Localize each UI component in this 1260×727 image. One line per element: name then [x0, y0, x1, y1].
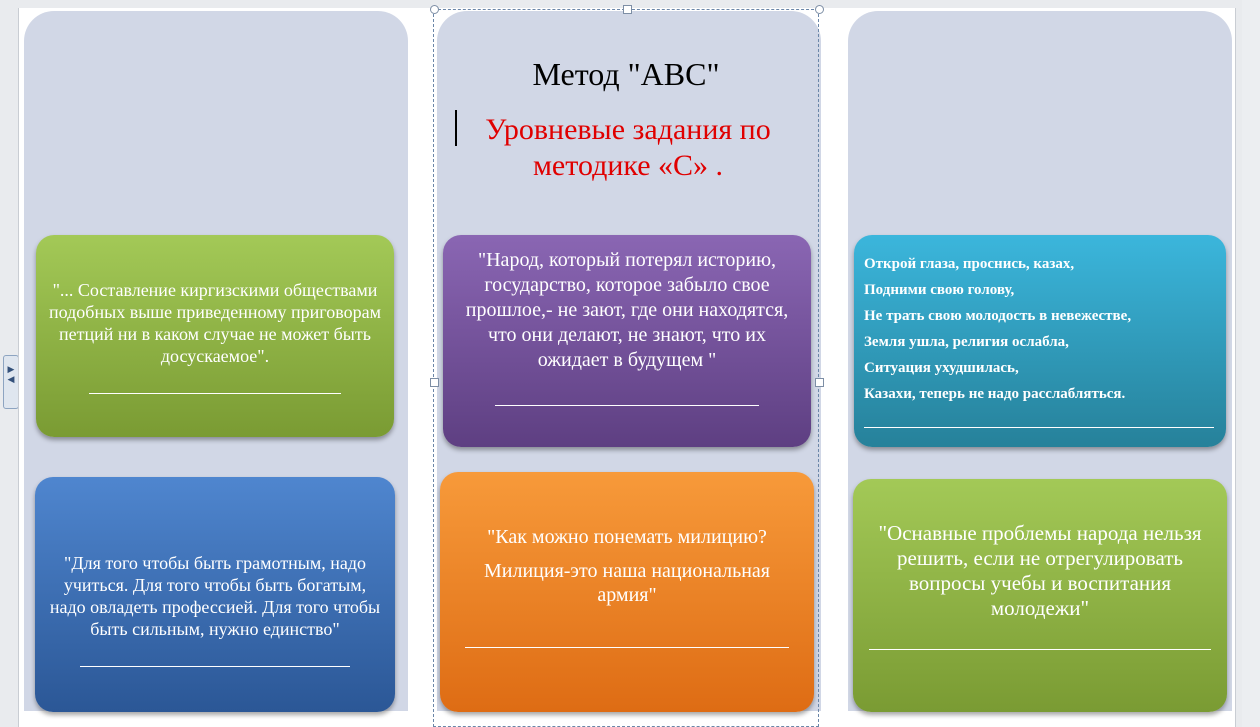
poem-line: Открой глаза, проснись, казах, — [864, 255, 1075, 272]
slide-title[interactable]: Метод "АВС" — [532, 56, 720, 92]
poem-line: Земля ушла, религия ослабла, — [864, 333, 1069, 350]
resize-handle-middle-left[interactable] — [430, 378, 439, 387]
selection-frame[interactable] — [433, 9, 819, 727]
subtitle-line-1: Уровневые задания по — [485, 113, 771, 146]
resize-handle-top-right[interactable] — [815, 5, 824, 14]
answer-line — [869, 649, 1211, 650]
poem-line: Подними свою голову, — [864, 281, 1015, 298]
card-right-bottom-text: "Оснавные проблемы народа нельзя решить, если не отрегулировать вопросы учебы и воспитания молодежи" — [878, 521, 1202, 620]
card-center-bottom-line2: Милиция-это наша национальная армия" — [484, 560, 770, 606]
card-right-bottom[interactable] — [853, 479, 1227, 712]
slide-panel-toggle[interactable] — [3, 355, 19, 409]
collapse-arrow-icon: ◀ — [7, 374, 15, 384]
card-left-bottom[interactable] — [35, 477, 395, 712]
answer-line — [89, 393, 341, 394]
subtitle-line-2: методике «С» . — [532, 149, 724, 182]
resize-handle-top-left[interactable] — [430, 5, 439, 14]
resize-handle-top-center[interactable] — [623, 5, 632, 14]
poem-line: Казахи, теперь не надо расслабляться. — [864, 385, 1126, 402]
card-left-top-text: "... Составление киргизскими обществами подобных выше приведенному приговорам петций ни в каком случае не может быть досускаемое". — [49, 279, 381, 366]
resize-handle-middle-right[interactable] — [815, 378, 824, 387]
card-center-top-text: "Народ, который потерял историю, государство, которое забыло свое прошлое,- не зают, где они находятся, что они делают, не знают, что их ожидает в будущем " — [465, 249, 789, 371]
card-left-top[interactable] — [36, 235, 394, 437]
poem-line: Не трать свою молодость в невежестве, — [864, 307, 1132, 324]
card-center-bottom-line1: "Как можно понемать милицию? — [487, 526, 767, 548]
answer-line — [80, 666, 350, 667]
card-right-top[interactable] — [854, 235, 1226, 447]
poem-line: Ситуация ухудшилась, — [864, 359, 1019, 376]
expand-arrow-icon: ▶ — [7, 364, 15, 374]
right-scroll-area — [1242, 0, 1260, 727]
answer-line — [864, 427, 1214, 428]
card-right-top-poem — [864, 251, 1131, 407]
card-left-bottom-text: "Для того чтобы быть грамотным, надо учиться. Для того чтобы быть богатым, надо овладеть профессией. Для того чтобы быть сильным, нужно единство" — [49, 553, 381, 639]
